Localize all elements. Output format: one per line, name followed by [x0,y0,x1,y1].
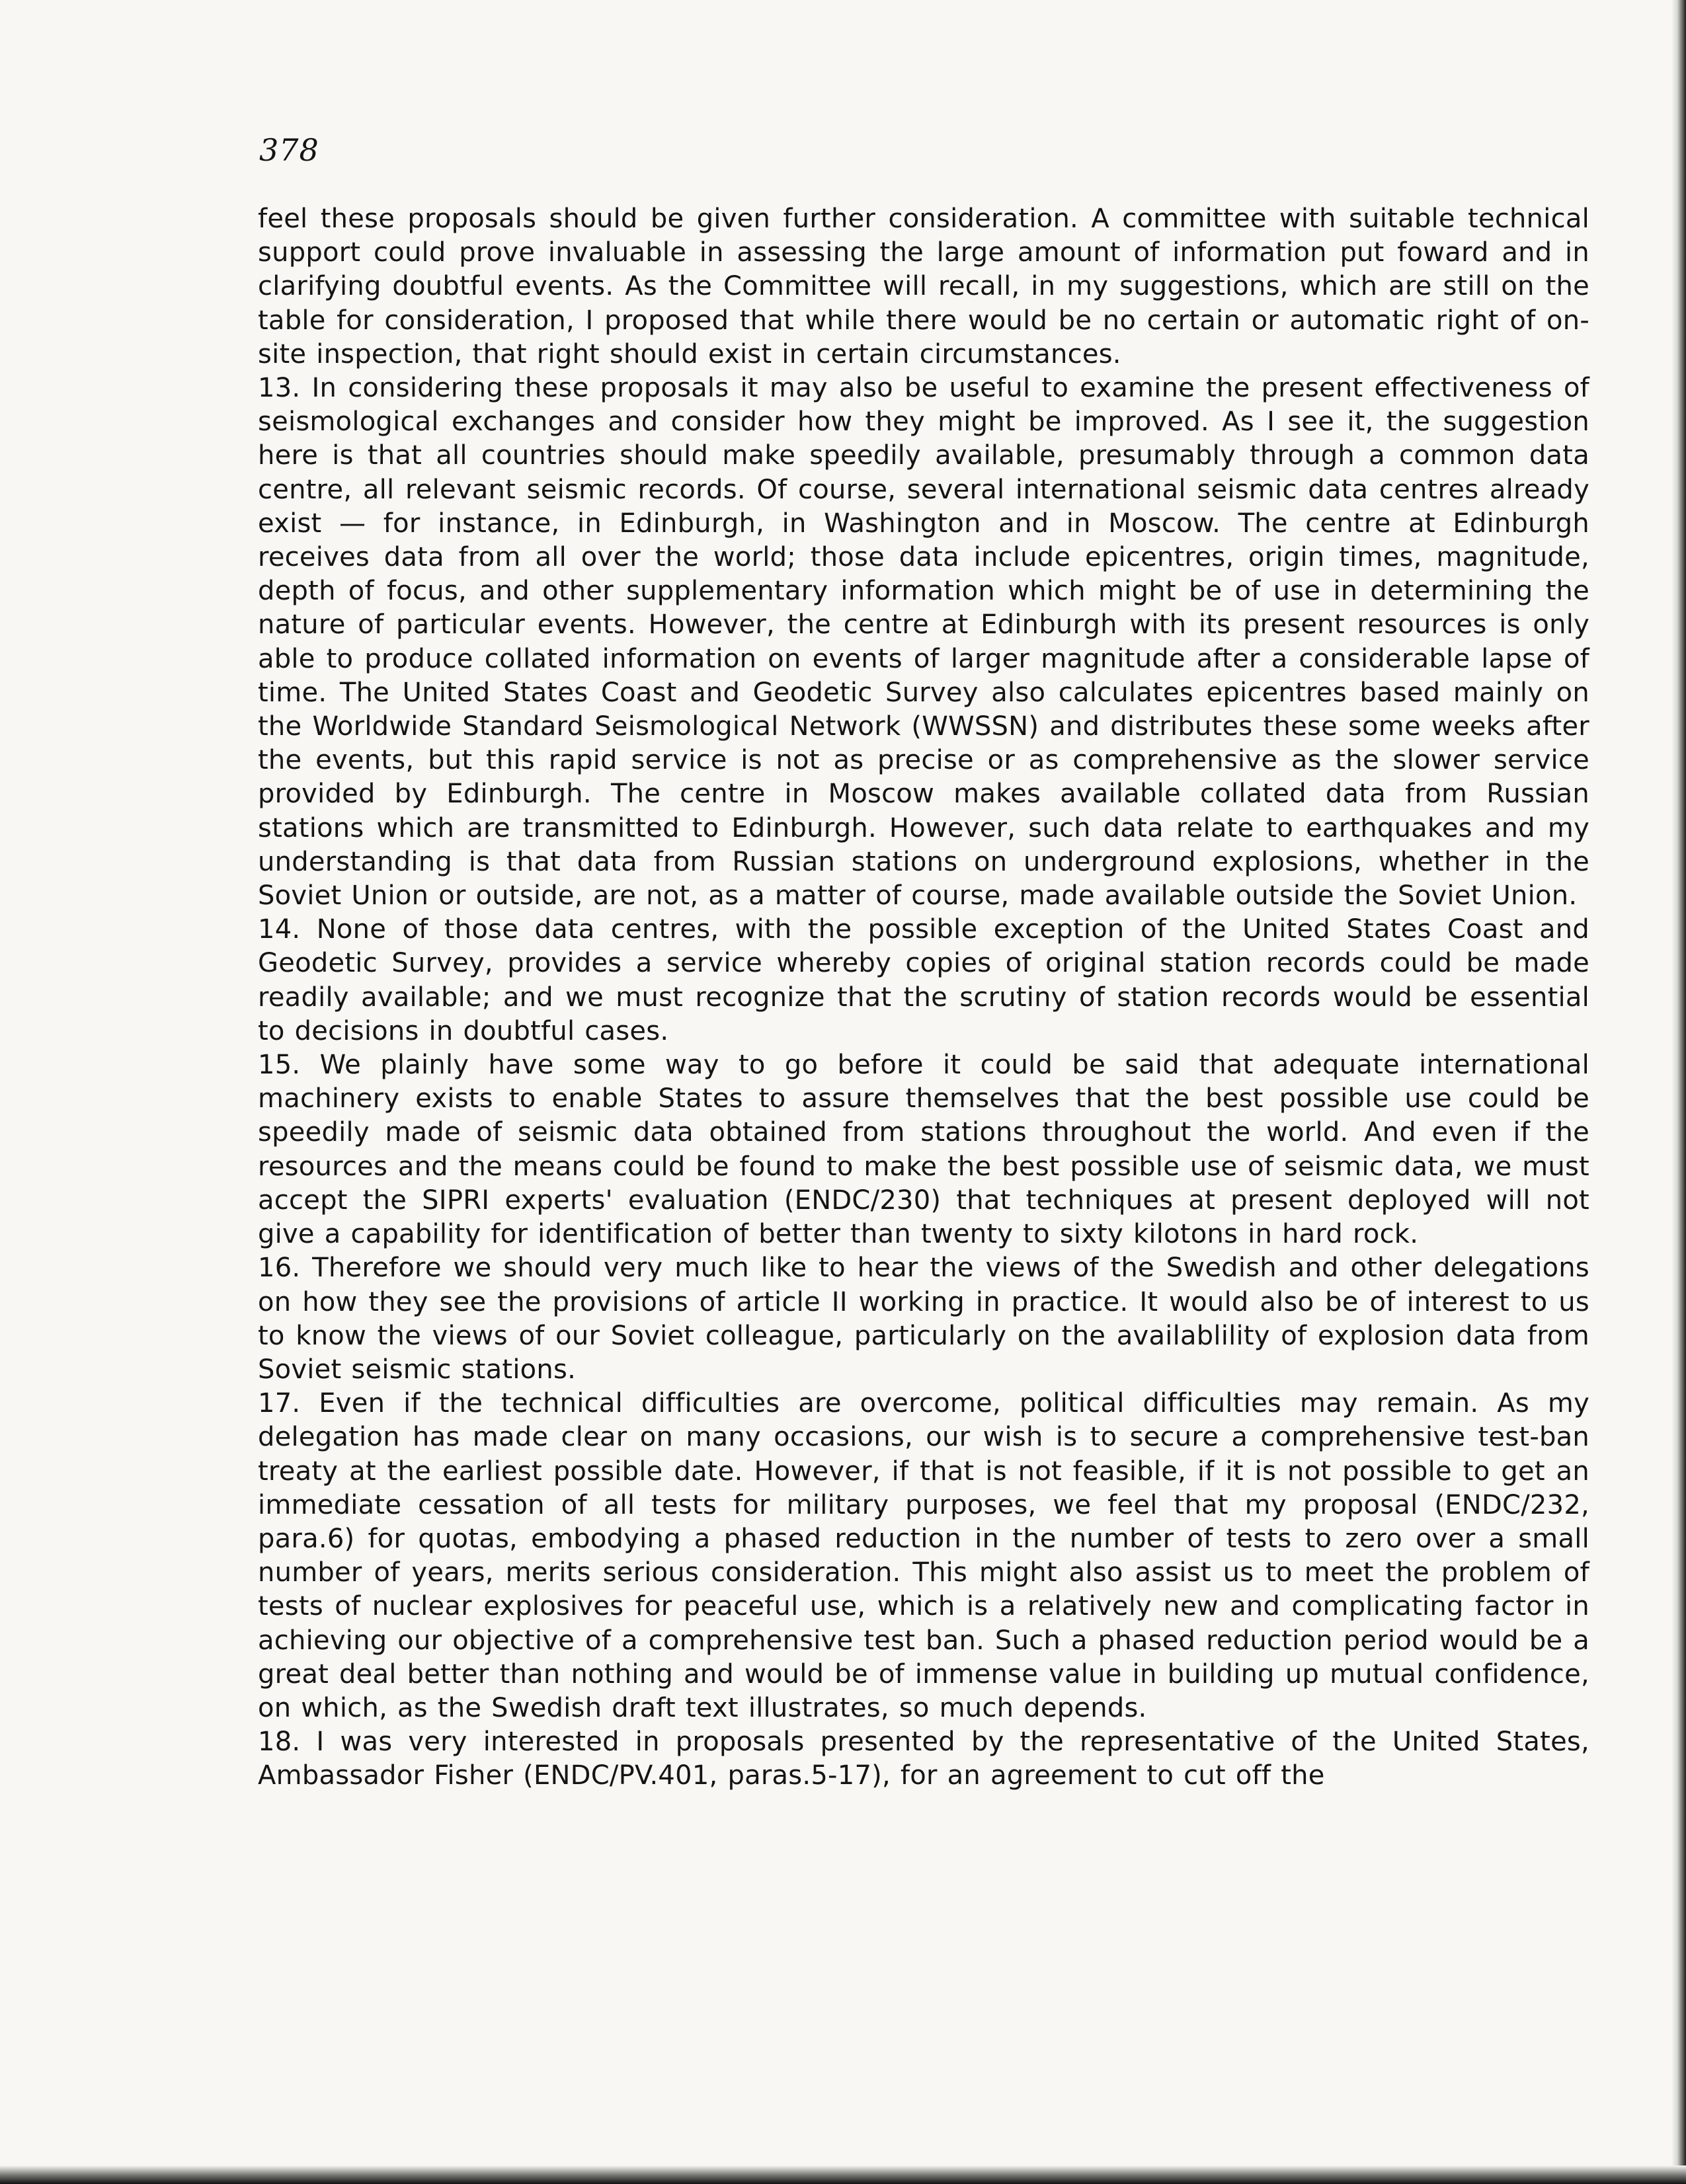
document-body [258,202,1589,1793]
scan-bottom-edge-shadow [0,2165,1686,2184]
paragraph-13: 13. In considering these proposals it may also be useful to examine the present effectiveness of seismological exchanges and consider how they might be improved. As I see it, the suggestion here is that all countries should make speedily available, presumably through a common data centre, all relevant seismic records. Of course, several international seismic data centres already exist — for instance, in Edinburgh, in Washington and in Moscow. The centre at Edinburgh receives data from all over the world; those data include epicentres, origin times, magnitude, depth of focus, and other supplementary information which might be of use in determining the nature of particular events. However, the centre at Edinburgh with its present resources is only able to produce collated information on events of larger magnitude after a considerable lapse of time. The United States Coast and Geodetic Survey also calculates epicentres based mainly on the Worldwide Standard Seismological Network (WWSSN) and distributes these some weeks after the events, but this rapid service is not as precise or as comprehensive as the slower service provided by Edinburgh. The centre in Moscow makes available collated data from Russian stations which are transmitted to Edinburgh. However, such data relate to earthquakes and my understanding is that data from Russian stations on underground explosions, whether in the Soviet Union or outside, are not, as a matter of course, made available outside the Soviet Union. [258,373,1589,912]
paragraph-14: 14. None of those data centres, with the possible exception of the United States Coast and Geodetic Survey, provides a service whereby copies of original station records could be made readily available; and we must recognize that the scrutiny of station records would be essential to decisions in doubtful cases. [258,914,1589,1046]
paragraph-16: 16. Therefore we should very much like to hear the views of the Swedish and other delegations on how they see the provisions of article II working in practice. It would also be of interest to us to know the views of our Soviet colleague, particularly on the availablility of explosion data from Soviet seismic stations. [258,1253,1589,1385]
paragraph-continuation: feel these proposals should be given further consideration. A committee with suitable technical support could prove invaluable in assessing the large amount of information put foward and in clarifying doubtful events. As the Committee will recall, in my suggestions, which are still on the table for consideration, I proposed that while there would be no certain or automatic right of on-site inspection, that right should exist in certain circumstances. [258,204,1589,370]
paragraph-15: 15. We plainly have some way to go before it could be said that adequate international machinery exists to enable States to assure themselves that the best possible use could be speedily made of seismic data obtained from stations throughout the world. And even if the resources and the means could be found to make the best possible use of seismic data, we must accept the SIPRI experts' evaluation (ENDC/230) that techniques at present deployed will not give a capability for identification of better than twenty to sixty kilotons in hard rock. [258,1050,1589,1250]
paragraph-17: 17. Even if the technical difficulties are overcome, political difficulties may remain. As my delegation has made clear on many occasions, our wish is to secure a comprehensive test-ban treaty at the earliest possible date. However, if that is not feasible, if it is not possible to get an immediate cessation of all tests for military purposes, we feel that my proposal (ENDC/232, para.6) for quotas, embodying a phased reduction in the number of tests to zero over a small number of years, merits serious consideration. This might also assist us to meet the problem of tests of nuclear explosives for peaceful use, which is a relatively new and complicating factor in achieving our objective of a comprehensive test ban. Such a phased reduction period would be a great deal better than nothing and would be of immense value in building up mutual confidence, on which, as the Swedish draft text illustrates, so much depends. [258,1388,1589,1723]
paragraph-18: 18. I was very interested in proposals presented by the representative of the United States, Ambassador Fisher (ENDC/PV.401, paras.5-17), for an agreement to cut off the [258,1727,1589,1791]
scan-right-edge-shadow [1671,0,1686,2184]
page-number: 378 [259,132,319,168]
